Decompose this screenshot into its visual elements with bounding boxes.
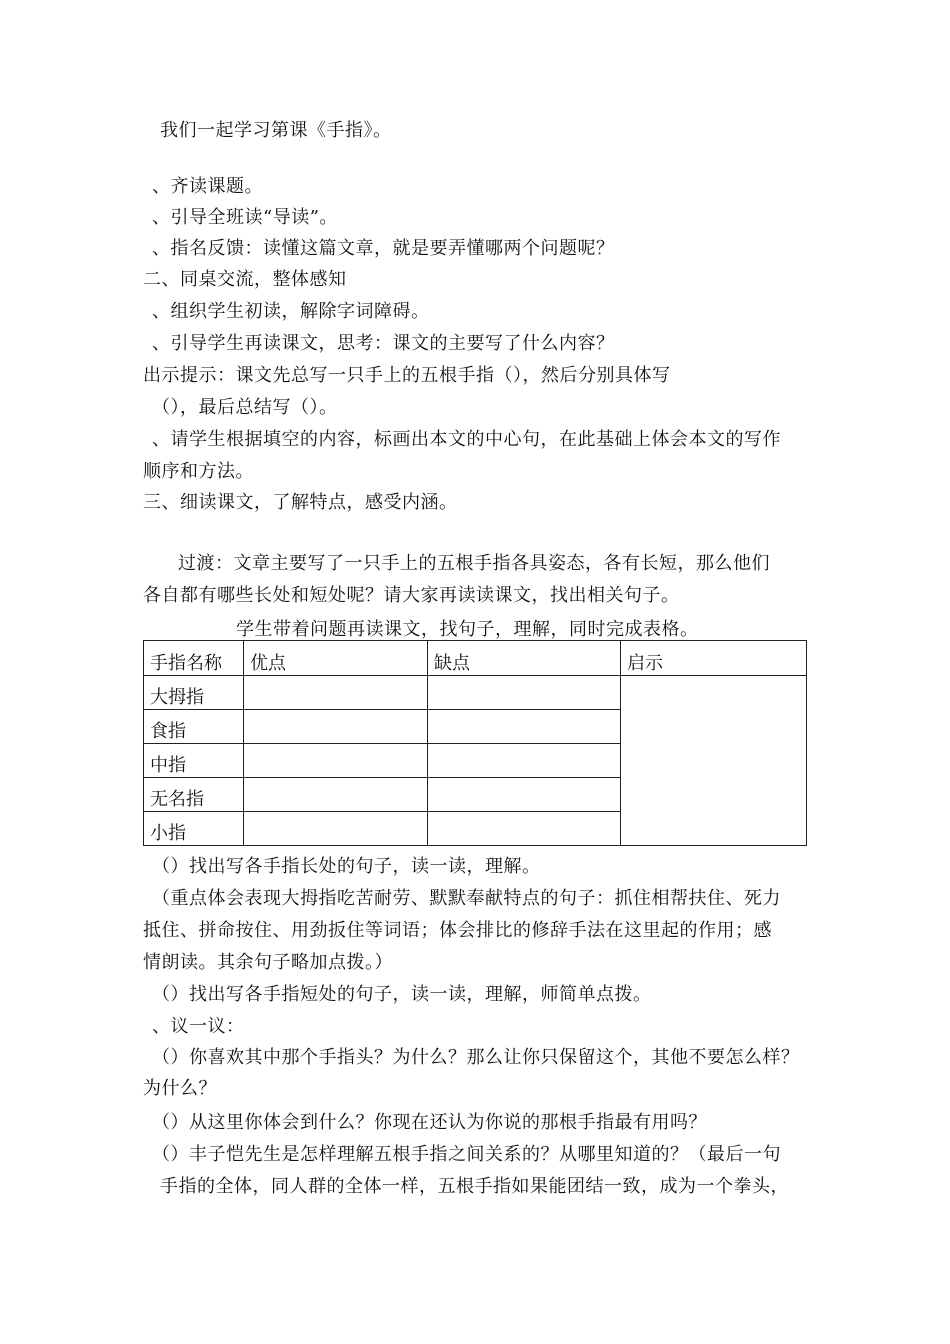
line-6: 、组织学生初读，解除字词障碍。 [152,301,430,322]
after-line-11: 手指的全体，同人群的全体一样，五根手指如果能团结一致，成为一个拳头， [160,1176,789,1197]
line-9: （），最后总结写（）。 [152,397,338,418]
disadvantage-cell [428,744,621,778]
finger-name-cell: 小指 [144,812,244,846]
line-14: 各自都有哪些长处和短处呢？请大家再读读课文，找出相关句子。 [143,585,680,606]
disadvantage-cell [428,778,621,812]
header-insights: 启示 [621,641,807,676]
section-heading-3: 三、细读课文，了解特点，感受内涵。 [143,492,458,513]
advantage-cell [244,676,428,710]
finger-name-cell: 中指 [144,744,244,778]
advantage-cell [244,812,428,846]
line-11: 顺序和方法。 [143,461,254,482]
advantage-cell [244,710,428,744]
finger-name-cell: 食指 [144,710,244,744]
table-header-row [144,641,807,676]
line-1: 我们一起学习第课《手指》。 [160,120,392,141]
finger-name-cell: 无名指 [144,778,244,812]
after-line-6: 、议一议： [152,1016,245,1037]
finger-name-cell: 大拇指 [144,676,244,710]
header-disadvantages: 缺点 [428,641,621,676]
line-7: 、引导学生再读课文，思考：课文的主要写了什么内容？ [152,333,615,354]
after-line-1: （）找出写各手指长处的句子，读一读，理解。 [152,856,541,877]
insight-cell [621,676,807,846]
after-line-9: （）从这里你体会到什么？你现在还认为你说的那根手指最有用吗？ [152,1112,707,1133]
line-3: 、引导全班读“导读”。 [152,207,338,228]
disadvantage-cell [428,710,621,744]
line-2: 、齐读课题。 [152,176,263,197]
line-10: 、请学生根据填空的内容，标画出本文的中心句，在此基础上体会本文的写作 [152,429,781,450]
line-8: 出示提示：课文先总写一只手上的五根手指（），然后分别具体写 [143,365,671,386]
finger-table [143,640,807,846]
line-13: 过渡：文章主要写了一只手上的五根手指各具姿态，各有长短，那么他们 [178,553,770,574]
after-line-7: （）你喜欢其中那个手指头？为什么？那么让你只保留这个，其他不要怎么样？ [152,1047,800,1068]
header-finger-name: 手指名称 [144,641,244,676]
after-line-5: （）找出写各手指短处的句子，读一读，理解，师简单点拨。 [152,984,652,1005]
after-line-3: 抵住、拼命按住、用劲扳住等词语；体会排比的修辞手法在这里起的作用；感 [143,920,772,941]
after-line-8: 为什么？ [143,1078,217,1099]
table-row [144,676,807,710]
after-line-10: （）丰子恺先生是怎样理解五根手指之间关系的？从哪里知道的？（最后一句 [152,1144,781,1165]
disadvantage-cell [428,812,621,846]
advantage-cell [244,778,428,812]
header-advantages: 优点 [244,641,428,676]
after-line-2: （重点体会表现大拇指吃苦耐劳、默默奉献特点的句子：抓住相帮扶住、死力 [152,888,781,909]
after-line-4: 情朗读。其余句子略加点拨。） [143,952,393,973]
section-heading-2: 二、同桌交流，整体感知 [143,269,347,290]
table-caption: 学生带着问题再读课文，找句子，理解，同时完成表格。 [236,619,699,640]
advantage-cell [244,744,428,778]
disadvantage-cell [428,676,621,710]
line-4: 、指名反馈：读懂这篇文章，就是要弄懂哪两个问题呢？ [152,238,615,259]
